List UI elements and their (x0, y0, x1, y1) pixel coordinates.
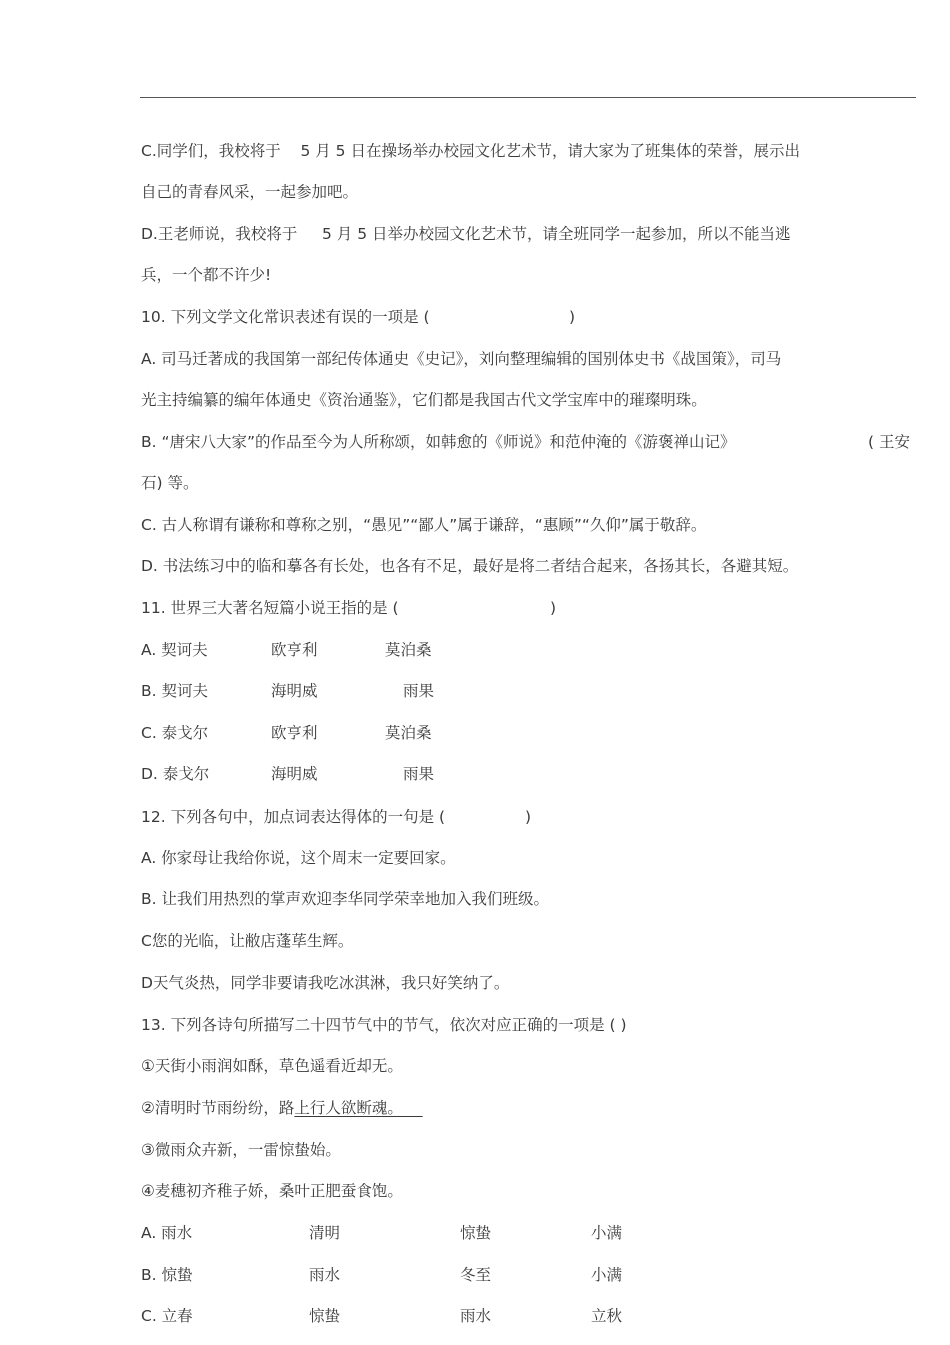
q13-option-a-label: A. 雨水 (141, 1224, 193, 1242)
header-rule (140, 97, 916, 98)
q10-option-a-line2: 光主持编纂的编年体通史《资治通鉴》，它们都是我国古代文学宝库中的璀璨明珠。 (141, 391, 707, 409)
q11-stem: 11. 世界三大著名短篇小说王指的是 ( (141, 599, 399, 617)
q10-option-c: C. 古人称谓有谦称和尊称之别，“愚见”“鄙人”属于谦辞，“惠顾”“久仰”属于敬辞。 (141, 516, 707, 534)
q9-option-c-line2: 自己的青春风采，一起参加吧。 (141, 183, 359, 201)
q10-option-b-line2: 石) 等。 (141, 474, 199, 492)
q10-option-a-line1: A. 司马迁著成的我国第一部纪传体通史《史记》，刘向整理编辑的国别体史书《战国策》，司马 (141, 350, 782, 368)
q12-option-d: D天气炎热，同学非要请我吃冰淇淋，我只好笑纳了。 (141, 974, 510, 992)
q11-option-d-col2: 海明威 (271, 765, 318, 783)
q13-option-a-col3: 惊蛰 (460, 1224, 492, 1242)
q13-poem-2-part-a: ②清明时节雨纷纷，路 (141, 1099, 295, 1117)
q12-option-a: A. 你家母让我给你说，这个周末一定要回家。 (141, 849, 456, 867)
q11-option-c-col2: 欧亨利 (271, 724, 318, 742)
q11-option-b-col3: 雨果 (403, 682, 435, 700)
q12-option-c: C您的光临，让敝店蓬荜生辉。 (141, 932, 354, 950)
q10-option-d: D. 书法练习中的临和摹各有长处，也各有不足，最好是将二者结合起来，各扬其长，各避其短。 (141, 557, 799, 575)
q11-option-c-col3: 莫泊桑 (385, 724, 432, 742)
q9-option-d-line2: 兵，一个都不许少! (141, 266, 272, 284)
q13-option-c-label: C. 立春 (141, 1307, 193, 1325)
q13-option-b-col3: 冬至 (460, 1266, 492, 1284)
q13-poem-2 (141, 1098, 423, 1118)
q12-option-b: B. 让我们用热烈的掌声欢迎李华同学荣幸地加入我们班级。 (141, 890, 549, 908)
q13-option-c-col2: 惊蛰 (309, 1307, 341, 1325)
q10-answer-paren-close: ) (569, 308, 576, 326)
q11-option-b-label: B. 契诃夫 (141, 682, 208, 700)
q11-option-a-col2: 欧亨利 (271, 641, 318, 659)
q13-option-c-col3: 雨水 (460, 1307, 492, 1325)
q11-answer-paren-close: ) (550, 599, 557, 617)
q13-poem-1: ①天街小雨润如酥，草色遥看近却无。 (141, 1057, 403, 1075)
q13-poem-2-underline-tail (403, 1099, 423, 1117)
q11-option-b-col2: 海明威 (271, 682, 318, 700)
q13-poem-2-underlined: 上行人欲断魂。 (294, 1099, 403, 1117)
q9-option-c-line1: C.同学们，我校将于 5 月 5 日在操场举办校园文化艺术节，请大家为了班集体的荣誉，展示出 (141, 142, 800, 160)
q13-stem: 13. 下列各诗句所描写二十四节气中的节气，依次对应正确的一项是 ( ) (141, 1016, 627, 1034)
q11-option-c-label: C. 泰戈尔 (141, 724, 209, 742)
q9-option-d-line1: D.王老师说，我校将于 5 月 5 日举办校园文化艺术节，请全班同学一起参加，所以不能当逃 (141, 225, 791, 243)
q13-option-a-col2: 清明 (309, 1224, 341, 1242)
q10-stem: 10. 下列文学文化常识表述有误的一项是 ( (141, 308, 430, 326)
q11-option-d-col3: 雨果 (403, 765, 435, 783)
q13-option-a-col4: 小满 (591, 1224, 623, 1242)
q11-option-d-label: D. 泰戈尔 (141, 765, 210, 783)
q13-option-b-label: B. 惊蛰 (141, 1266, 193, 1284)
q13-option-b-col2: 雨水 (309, 1266, 341, 1284)
q13-poem-3: ③微雨众卉新，一雷惊蛰始。 (141, 1141, 341, 1159)
q13-poem-4: ④麦穗初齐稚子娇，桑叶正肥蚕食饱。 (141, 1182, 403, 1200)
q12-answer-paren-close: ) (525, 808, 532, 826)
q10-option-b-line1-tail: ( 王安 (868, 433, 910, 451)
q13-option-c-col4: 立秋 (591, 1307, 623, 1325)
q10-option-b-line1: B. “唐宋八大家”的作品至今为人所称颂，如韩愈的《师说》和范仲淹的《游褒禅山记》 (141, 433, 736, 451)
q11-option-a-label: A. 契诃夫 (141, 641, 208, 659)
q13-option-b-col4: 小满 (591, 1266, 623, 1284)
q12-stem: 12. 下列各句中，加点词表达得体的一句是 ( (141, 808, 446, 826)
q11-option-a-col3: 莫泊桑 (385, 641, 432, 659)
